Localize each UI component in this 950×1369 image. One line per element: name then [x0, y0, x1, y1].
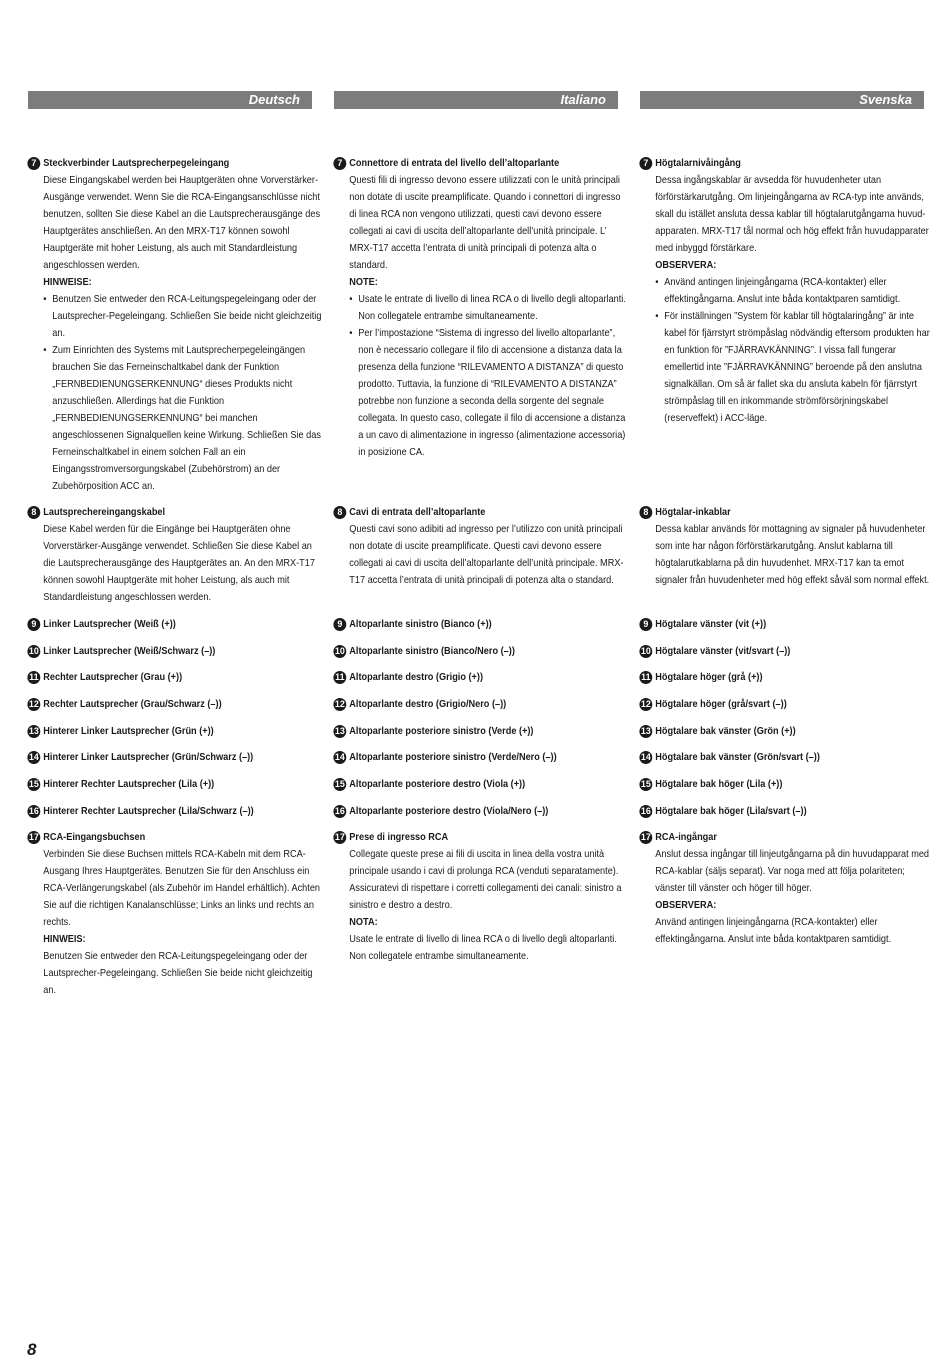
language-header: Svenska	[640, 91, 924, 109]
item-title: Högtalare bak höger (Lila/svart (–))	[655, 806, 807, 817]
item-title: Linker Lautsprecher (Weiß (+))	[43, 619, 176, 630]
item-title: Altoparlante destro (Grigio (+))	[349, 672, 484, 683]
item-number-badge: 7	[27, 157, 40, 170]
item-text: Diese Kabel werden für die Eingänge bei Hauptgeräten ohne Vorverstärker-Ausgänge verwendet. Schließen Sie diese Kabel an die Lautsprecherausgänge des Hauptgerätes an. An den MRX-T17 können sowohl Hauptgeräte mit hoher Leistung, als auch mit Standardleistung angeschlossen werden.	[43, 524, 315, 603]
item-number-badge: 17	[334, 832, 345, 842]
item-7	[334, 155, 626, 461]
item-number-badge: 11	[641, 672, 651, 682]
note-bullet: • Benutzen Sie entweder den RCA-Leitungspegeleingang oder der Lautsprecher-Pegeleingang. Schließen Sie beide nicht gleichzeitig an.	[43, 291, 324, 342]
item-title: Rechter Lautsprecher (Grau/Schwarz (–))	[43, 699, 222, 710]
item-13	[28, 723, 312, 740]
item-number-badge: 13	[334, 726, 345, 736]
item-number-badge: 8	[639, 506, 652, 519]
column-italiano	[334, 91, 626, 962]
language-header: Italiano	[334, 91, 618, 109]
item-title: Rechter Lautsprecher (Grau (+))	[43, 672, 183, 683]
item-title: Altoparlante posteriore destro (Viola (+))	[349, 779, 526, 790]
item-number-badge: 16	[28, 806, 39, 816]
item-title: Lautsprechereingangskabel	[43, 507, 166, 518]
item-text: Dessa ingångskablar är avsedda för huvudenheter utan förförstärkarutgång. Om linjeingångarna av RCA-typ inte används, skall du istället ansluta dessa kablar till högtalarutgångarna huvud-apparaten. MRX-T17 tål normal och hög effekt från huvudapparater med inbyggd förstärkare.	[655, 175, 929, 254]
note-label: NOTE:	[349, 277, 378, 288]
item-title: Altoparlante sinistro (Bianco/Nero (–))	[349, 646, 515, 657]
item-title: Prese di ingresso RCA	[349, 832, 449, 843]
item-number-badge: 14	[640, 752, 651, 762]
item-title: Hinterer Rechter Lautsprecher (Lila (+))	[43, 779, 215, 790]
note-bullet: • Använd antingen linjeingångarna (RCA-kontakter) eller effektingångarna. Anslut inte båda kontaktparen samtidigt.	[655, 274, 936, 308]
item-number-badge: 10	[28, 646, 39, 656]
item-title: Connettore di entrata del livello dell’altoparlante	[349, 158, 560, 169]
item-title: Högtalare vänster (vit/svart (–))	[655, 646, 791, 657]
item-number-badge: 11	[335, 672, 345, 682]
note-bullet: • För inställningen ”System för kablar till högtalaringång” är inte kabel för fjärrstyrt strömpåslag nödvändig eftersom produkten har en funktion för ”FJÄRRAVKÄNNING”. I vissa fall fungerar emellertid inte ”FJÄRRAVKÄNNING” beroende på den anslutna signalkällan. Om så är fallet ska du ansluta kabeln för fjärrstyrt strömpåslag till en inkommande strömförsörjningskabel (reserveffekt) i ACC-läge.	[655, 308, 936, 427]
item-12	[334, 696, 618, 713]
item-12	[28, 696, 312, 713]
item-16	[640, 803, 924, 820]
item-number-badge: 16	[640, 806, 651, 816]
item-11	[640, 669, 924, 686]
item-number-badge: 10	[640, 646, 651, 656]
item-text: Questi fili di ingresso devono essere utilizzati con le unità principali non dotate di uscite preamplificate. Quando i connettori di ingresso di linea RCA non vengono utilizzati, questi cavi devono essere collegati ai cavi di uscita dell’altoparlante dell’unità principale. L’ MRX-T17 accetta l’entrata di unità principali di potenza alta o standard.	[349, 175, 621, 271]
item-number-badge: 11	[29, 672, 39, 682]
note-label: OBSERVERA:	[655, 260, 717, 271]
item-number-badge: 17	[640, 832, 651, 842]
item-10	[334, 643, 618, 660]
item-10	[640, 643, 924, 660]
item-15	[640, 776, 924, 793]
note-label: HINWEISE:	[43, 277, 92, 288]
item-title: Hinterer Linker Lautsprecher (Grün/Schwarz (–))	[43, 752, 254, 763]
item-number-badge: 8	[333, 506, 346, 519]
item-15	[28, 776, 312, 793]
item-9	[28, 616, 312, 633]
item-17	[640, 829, 930, 948]
item-number-badge: 9	[639, 618, 652, 631]
item-title: Altoparlante posteriore sinistro (Verde/Nero (–))	[349, 752, 557, 763]
item-text: Anslut dessa ingångar till linjeutgångarna på din huvudapparat med RCA-kablar (säljs separat). Var noga med att följa polariteten; vänster till vänster och höger till höger.	[655, 849, 930, 894]
item-14	[334, 749, 618, 766]
item-title: Hinterer Rechter Lautsprecher (Lila/Schwarz (–))	[43, 806, 254, 817]
column-deutsch	[28, 91, 322, 996]
note-text: Usate le entrate di livello di linea RCA o di livello degli altoparlanti. Non collegatele entrambe simultaneamente.	[349, 934, 617, 962]
item-11	[334, 669, 618, 686]
item-title: Steckverbinder Lautsprecherpegeleingang	[43, 158, 230, 169]
item-9	[640, 616, 924, 633]
item-number-badge: 15	[334, 779, 345, 789]
item-10	[28, 643, 312, 660]
item-title: Altoparlante sinistro (Bianco (+))	[349, 619, 492, 630]
item-number-badge: 8	[27, 506, 40, 519]
item-9	[334, 616, 618, 633]
note-list	[349, 291, 630, 461]
item-number-badge: 12	[28, 699, 39, 709]
item-text: Diese Eingangskabel werden bei Hauptgeräten ohne Vorverstärker-Ausgänge verwendet. Wenn Sie die RCA-Eingangsanschlüsse nicht benutzen, sollten Sie diese Kabel an die Lautsprecherausgänge des Hauptgerätes anschließen. An den MRX-T17 können sowohl Hauptgeräte mit hoher Leistung, als auch mit Standardleistung angeschlossen werden.	[43, 175, 321, 271]
note-label: OBSERVERA:	[655, 900, 717, 911]
column-svenska	[640, 91, 930, 945]
item-17	[28, 829, 321, 999]
item-number-badge: 14	[334, 752, 345, 762]
item-number-badge: 12	[334, 699, 345, 709]
note-label: NOTA:	[349, 917, 378, 928]
item-number-badge: 16	[334, 806, 345, 816]
item-17	[334, 829, 622, 965]
item-8	[334, 504, 624, 589]
note-bullet: • Zum Einrichten des Systems mit Lautsprecherpegeleingängen brauchen Sie das Ferneinschaltkabel dank der Funktion „FERNBEDIENUNGSERKENNUNG“ dieses Produkts nicht anzuschließen. Allerdings hat die Funktion „FERNBEDIENUNGSERKENNUNG“ bei manchen angeschlossenen Signalquellen keine Wirkung. Schließen Sie das Ferneinschaltkabel in einem solchen Fall an ein Eingangsstromversorgungskabel (Zubehörstrom) an der Zubehörposition ACC an.	[43, 342, 324, 495]
item-14	[28, 749, 312, 766]
item-title: Hinterer Linker Lautsprecher (Grün (+))	[43, 726, 214, 737]
item-text: Dessa kablar används för mottagning av signaler på huvudenheter som inte har någon förförstärkarutgång. Anslut kablarna till högtalarutkablarna på din huvudenhet. MRX-T17 kan ta emot signaler från huvudenheter med hög effekt såväl som normal effekt.	[655, 524, 930, 586]
item-13	[640, 723, 924, 740]
item-13	[334, 723, 618, 740]
item-title: Högtalare bak höger (Lila (+))	[655, 779, 783, 790]
item-title: Linker Lautsprecher (Weiß/Schwarz (–))	[43, 646, 216, 657]
item-number-badge: 9	[27, 618, 40, 631]
note-bullet: • Per l’impostazione “Sistema di ingresso del livello altoparlante”, non è necessario collegare il filo di accensione a distanza data la presenza della funzione “RILEVAMENTO A DISTANZA” di questo prodotto. Tuttavia, la funzione di “RILEVAMENTO A DISTANZA” potrebbe non funzione a seconda della sorgente del segnale collegata. In questo caso, collegate il filo di accensione a distanza a un cavo di alimentazione in ingresso (alimentazione accessoria) in posizione CA.	[349, 325, 630, 461]
item-title: Högtalar-inkablar	[655, 507, 731, 518]
item-8	[640, 504, 930, 589]
item-16	[28, 803, 312, 820]
item-text: Collegate queste prese ai fili di uscita in linea della vostra unità principale usando i cavi di prolunga RCA (venduti separatamente). Assicuratevi di rispettare i corretti collegamenti dei canali: sinistro a sinistro e destro a destro.	[349, 849, 622, 911]
item-title: Cavi di entrata dell’altoparlante	[349, 507, 486, 518]
item-title: Högtalare vänster (vit (+))	[655, 619, 767, 630]
item-15	[334, 776, 618, 793]
note-list	[655, 274, 936, 427]
item-text: Verbinden Sie diese Buchsen mittels RCA-Kabeln mit dem RCA-Ausgang Ihres Hauptgerätes. Benutzen Sie für den Anschluss ein RCA-Verlängerungskabel (als Zubehör im Handel erhältlich). Achten Sie auf die richtigen Kanalanschlüsse; Links an links und rechts an rechts.	[43, 849, 321, 928]
item-number-badge: 7	[639, 157, 652, 170]
item-title: RCA-Eingangsbuchsen	[43, 832, 146, 843]
item-number-badge: 9	[333, 618, 346, 631]
item-number-badge: 13	[28, 726, 39, 736]
item-number-badge: 15	[28, 779, 39, 789]
note-label: HINWEIS:	[43, 934, 86, 945]
note-text: Använd antingen linjeingångarna (RCA-kontakter) eller effektingångarna. Anslut inte båda kontaktparen samtidigt.	[655, 917, 892, 945]
item-title: Högtalare bak vänster (Grön/svart (–))	[655, 752, 820, 763]
item-title: RCA-ingångar	[655, 832, 717, 843]
item-title: Högtalare höger (grå (+))	[655, 672, 763, 683]
item-11	[28, 669, 312, 686]
note-text: Benutzen Sie entweder den RCA-Leitungspegeleingang oder der Lautsprecher-Pegeleingang. Schließen Sie beide nicht gleichzeitig an.	[43, 951, 313, 996]
item-title: Högtalare höger (grå/svart (–))	[655, 699, 787, 710]
item-8	[28, 504, 315, 606]
item-title: Högtalarnivåingång	[655, 158, 741, 169]
item-text: Questi cavi sono adibiti ad ingresso per l’utilizzo con unità principali non dotate di uscite preamplificate. Questi cavi devono essere collegati ai cavi di uscita dell’altoparlante dell’unità principale. MRX-T17 accetta l’entrata di unità principali di potenza alta o standard.	[349, 524, 624, 586]
item-title: Högtalare bak vänster (Grön (+))	[655, 726, 796, 737]
item-7	[640, 155, 930, 427]
item-number-badge: 14	[28, 752, 39, 762]
item-12	[640, 696, 924, 713]
item-14	[640, 749, 924, 766]
note-bullet: • Usate le entrate di livello di linea RCA o di livello degli altoparlanti. Non collegatele entrambe simultaneamente.	[349, 291, 630, 325]
note-list	[43, 291, 324, 495]
item-number-badge: 17	[28, 832, 39, 842]
item-number-badge: 13	[640, 726, 651, 736]
language-header: Deutsch	[28, 91, 312, 109]
page-number: 8	[27, 1340, 37, 1359]
item-7	[28, 155, 322, 495]
item-16	[334, 803, 618, 820]
item-number-badge: 10	[334, 646, 345, 656]
item-number-badge: 15	[640, 779, 651, 789]
item-number-badge: 7	[333, 157, 346, 170]
item-title: Altoparlante posteriore destro (Viola/Nero (–))	[349, 806, 549, 817]
item-title: Altoparlante destro (Grigio/Nero (–))	[349, 699, 507, 710]
item-title: Altoparlante posteriore sinistro (Verde (+))	[349, 726, 534, 737]
item-number-badge: 12	[640, 699, 651, 709]
